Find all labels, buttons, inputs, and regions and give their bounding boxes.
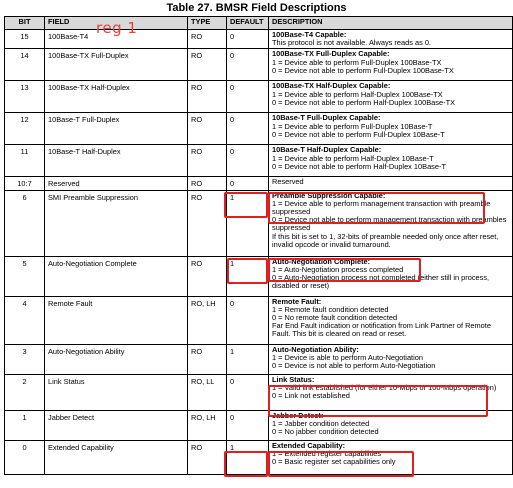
description-line: 0 = Auto-Negotiation process not completed (either still in process, disabled or reset) bbox=[272, 273, 490, 291]
table-row bbox=[5, 113, 513, 145]
cell-default: 1 bbox=[227, 190, 269, 256]
cell-default: 0 bbox=[227, 49, 269, 81]
cell-description bbox=[269, 440, 513, 474]
cell-bit: 0 bbox=[5, 440, 45, 474]
table-row bbox=[5, 81, 513, 113]
cell-type: RO bbox=[188, 440, 227, 474]
description-line: 0 = Device not able to perform Half-Duplex 10Base-T bbox=[272, 161, 446, 171]
cell-default: 1 bbox=[227, 344, 269, 374]
header-type: TYPE bbox=[188, 17, 227, 30]
cell-description bbox=[269, 30, 513, 49]
description-title: Remote Fault: bbox=[272, 296, 322, 306]
cell-bit: 4 bbox=[5, 296, 45, 344]
cell-field: 100Base-T4 bbox=[45, 30, 188, 49]
cell-field: Jabber Detect bbox=[45, 410, 188, 440]
cell-default: 1 bbox=[227, 440, 269, 474]
cell-type: RO, LH bbox=[188, 296, 227, 344]
cell-bit: 10:7 bbox=[5, 177, 45, 190]
cell-description bbox=[269, 256, 513, 296]
table-row bbox=[5, 296, 513, 344]
cell-default: 0 bbox=[227, 374, 269, 410]
description-line: 0 = Device is not able to perform Auto-Negotiation bbox=[272, 361, 436, 371]
cell-default: 0 bbox=[227, 177, 269, 190]
cell-description bbox=[269, 344, 513, 374]
cell-description bbox=[269, 374, 513, 410]
table-row bbox=[5, 440, 513, 474]
description-title: 100Base-TX Half-Duplex Capable: bbox=[272, 81, 391, 91]
table-caption: Table 27. BMSR Field Descriptions bbox=[166, 2, 347, 14]
cell-bit: 3 bbox=[5, 344, 45, 374]
cell-description bbox=[269, 177, 513, 190]
cell-type: RO bbox=[188, 30, 227, 49]
description-line: This protocol is not available. Always reads as 0. bbox=[272, 38, 431, 48]
description-line: 1 = Device able to perform Full-Duplex 10Base-T bbox=[272, 121, 433, 131]
cell-bit: 2 bbox=[5, 374, 45, 410]
cell-bit: 6 bbox=[5, 190, 45, 256]
cell-bit: 13 bbox=[5, 81, 45, 113]
cell-description bbox=[269, 145, 513, 177]
cell-type: RO bbox=[188, 113, 227, 145]
bmsr-field-table bbox=[4, 16, 513, 475]
cell-description bbox=[269, 113, 513, 145]
cell-description bbox=[269, 190, 513, 256]
cell-type: RO bbox=[188, 344, 227, 374]
cell-default: 1 bbox=[227, 256, 269, 296]
description-title: 10Base-T Full-Duplex Capable: bbox=[272, 113, 381, 123]
cell-field: 10Base-T Full-Duplex bbox=[45, 113, 188, 145]
description-title: Jabber Detect: bbox=[272, 410, 324, 420]
header-bit: BIT bbox=[5, 17, 45, 30]
cell-type: RO bbox=[188, 177, 227, 190]
cell-field: Reserved bbox=[45, 177, 188, 190]
description-line: 1 = Valid link established (for either 10-Mbps or 100-Mbps operation) bbox=[272, 382, 497, 392]
cell-default: 0 bbox=[227, 113, 269, 145]
description-line: If this bit is set to 1, 32-bits of preamble needed only once after reset, invalid opcode or invalid turnaround. bbox=[272, 231, 499, 249]
table-row bbox=[5, 49, 513, 81]
cell-default: 0 bbox=[227, 30, 269, 49]
description-line: 1 = Device is able to perform Auto-Negotiation bbox=[272, 352, 423, 362]
cell-type: RO bbox=[188, 190, 227, 256]
cell-bit: 12 bbox=[5, 113, 45, 145]
cell-field: Remote Fault bbox=[45, 296, 188, 344]
description-line: 0 = Device not able to perform Full-Duplex 10Base-T bbox=[272, 129, 445, 139]
header-description: DESCRIPTION bbox=[269, 17, 513, 30]
cell-bit: 15 bbox=[5, 30, 45, 49]
description-line: 0 = Basic register set capabilities only bbox=[272, 457, 396, 467]
cell-field: 100Base-TX Full-Duplex bbox=[45, 49, 188, 81]
cell-field: Auto-Negotiation Ability bbox=[45, 344, 188, 374]
table-row bbox=[5, 190, 513, 256]
description-line: Reserved bbox=[272, 177, 304, 187]
table-row bbox=[5, 410, 513, 440]
description-line: Far End Fault indication or notification from Link Partner of Remote Fault. This bit is cleared on read or reset. bbox=[272, 321, 491, 339]
description-line: 1 = Remote fault condition detected bbox=[272, 304, 389, 314]
description-line: 1 = Auto-Negotiation process completed bbox=[272, 264, 404, 274]
cell-field: Auto-Negotiation Complete bbox=[45, 256, 188, 296]
cell-type: RO bbox=[188, 81, 227, 113]
description-line: 0 = No jabber condition detected bbox=[272, 427, 379, 437]
table-row bbox=[5, 177, 513, 190]
cell-bit: 1 bbox=[5, 410, 45, 440]
description-line: 1 = Device able to perform Half-Duplex 100Base-TX bbox=[272, 89, 443, 99]
description-line: 0 = Device not able to perform Half-Duplex 100Base-TX bbox=[272, 97, 456, 107]
description-line: 0 = Link not established bbox=[272, 391, 350, 401]
cell-default: 0 bbox=[227, 145, 269, 177]
description-title: Extended Capability: bbox=[272, 440, 346, 450]
cell-field: SMI Preamble Suppression bbox=[45, 190, 188, 256]
cell-bit: 5 bbox=[5, 256, 45, 296]
description-title: 100Base-T4 Capable: bbox=[272, 30, 347, 39]
description-line: 0 = Device not able to perform Full-Duplex 100Base-TX bbox=[272, 65, 454, 75]
table-row bbox=[5, 344, 513, 374]
cell-field: 100Base-TX Half-Duplex bbox=[45, 81, 188, 113]
description-title: Link Status: bbox=[272, 374, 315, 384]
cell-field: Link Status bbox=[45, 374, 188, 410]
cell-description bbox=[269, 49, 513, 81]
description-line: 1 = Device able to perform management transaction with preamble suppressed bbox=[272, 198, 491, 217]
cell-default: 0 bbox=[227, 81, 269, 113]
description-title: Auto-Negotiation Ability: bbox=[272, 344, 359, 354]
cell-field: 10Base-T Half-Duplex bbox=[45, 145, 188, 177]
cell-field: Extended Capability bbox=[45, 440, 188, 474]
cell-bit: 14 bbox=[5, 49, 45, 81]
cell-type: RO bbox=[188, 49, 227, 81]
description-title: Auto-Negotiation Complete: bbox=[272, 256, 371, 266]
cell-description bbox=[269, 296, 513, 344]
cell-default: 0 bbox=[227, 410, 269, 440]
description-title: 100Base-TX Full-Duplex Capable: bbox=[272, 49, 390, 59]
description-line: 0 = No remote fault condition detected bbox=[272, 313, 398, 323]
cell-default: 0 bbox=[227, 296, 269, 344]
cell-type: RO, LL bbox=[188, 374, 227, 410]
table-row bbox=[5, 145, 513, 177]
cell-bit: 11 bbox=[5, 145, 45, 177]
description-line: 1 = Device able to perform Full-Duplex 100Base-TX bbox=[272, 57, 442, 67]
cell-type: RO, LH bbox=[188, 410, 227, 440]
table-row bbox=[5, 30, 513, 49]
cell-description bbox=[269, 81, 513, 113]
cell-description bbox=[269, 410, 513, 440]
table-row bbox=[5, 256, 513, 296]
header-default: DEFAULT bbox=[227, 17, 269, 30]
description-title: Preamble Suppression Capable: bbox=[272, 190, 386, 200]
cell-type: RO bbox=[188, 256, 227, 296]
table-row bbox=[5, 374, 513, 410]
cell-type: RO bbox=[188, 145, 227, 177]
handwritten-annotation: reg 1 bbox=[96, 19, 138, 37]
description-line: 0 = Device not able to perform management transaction with preambles suppressed bbox=[272, 215, 507, 233]
description-line: 1 = Jabber condition detected bbox=[272, 418, 370, 428]
header-row bbox=[5, 17, 513, 30]
description-line: 1 = Extended register capabilities bbox=[272, 448, 382, 458]
header-field: FIELD bbox=[45, 17, 188, 30]
description-title: 10Base-T Half-Duplex Capable: bbox=[272, 145, 382, 155]
description-line: 1 = Device able to perform Half-Duplex 10Base-T bbox=[272, 153, 434, 163]
